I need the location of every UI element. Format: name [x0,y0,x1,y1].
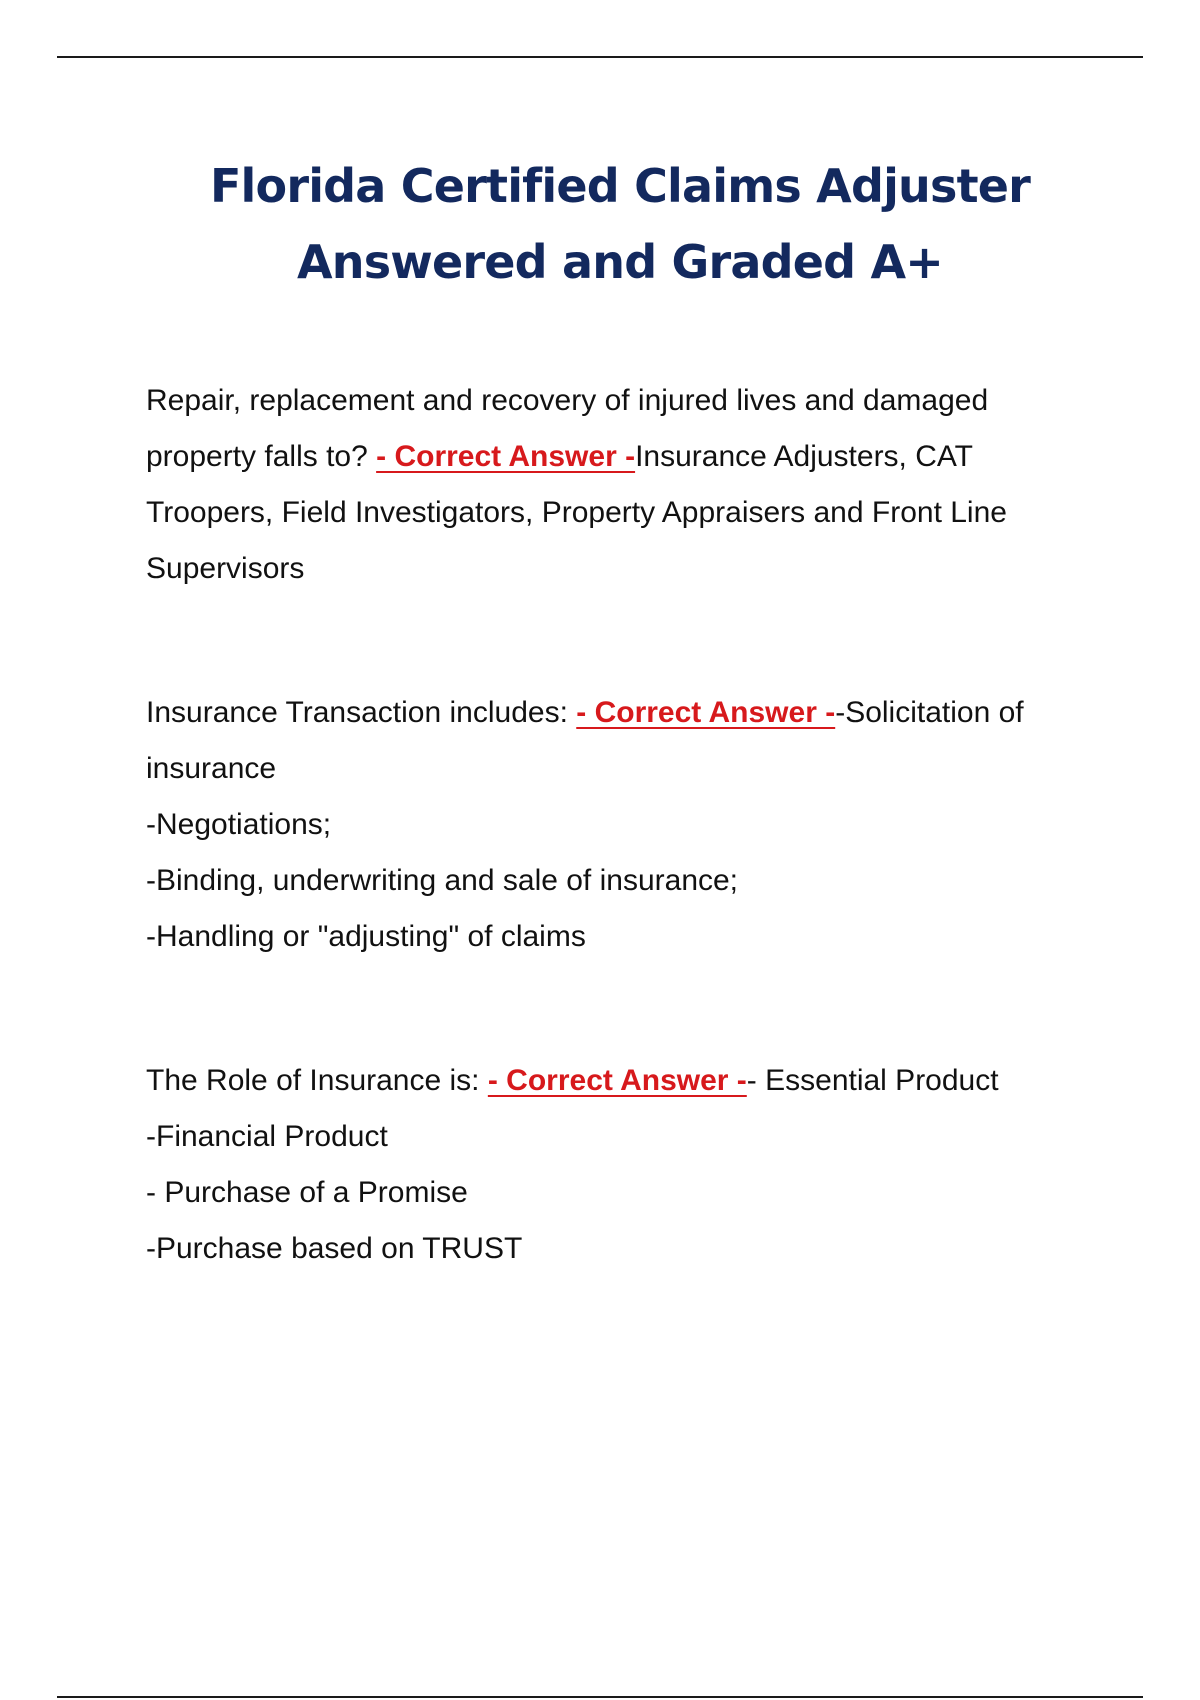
answer-line: - Purchase of a Promise [146,1176,468,1209]
qa-item-1 [146,373,1091,597]
answer-text: - Essential Product [746,1064,999,1097]
answer-line: -Financial Product [146,1120,388,1153]
qa-entry [146,685,1091,797]
correct-answer-marker: - Correct Answer - [487,1064,747,1097]
title-line-2: Answered and Graded A+ [296,235,944,289]
qa-item-2 [146,685,1091,965]
title-line-1: Florida Certified Claims Adjuster [209,159,1031,213]
correct-answer-marker: - Correct Answer - [376,440,636,473]
qa-list [146,373,1091,1277]
answer-text: -Solicitation of insurance [146,696,1024,785]
answer-text: Insurance Adjusters, CAT Troopers, Field Investigators, Property Appraisers and Front Line Supervisors [146,440,1007,585]
question-text: The Role of Insurance is: [146,1064,488,1097]
document-title [0,148,1200,300]
qa-entry [146,373,1091,597]
answer-line: -Binding, underwriting and sale of insurance; [146,864,739,897]
top-rule [57,56,1143,58]
qa-entry [146,1053,1091,1109]
answer-line: -Handling or "adjusting" of claims [146,920,586,953]
correct-answer-marker: - Correct Answer - [576,696,836,729]
question-text: Repair, replacement and recovery of injured lives and damaged property falls to? [146,384,989,473]
qa-item-3 [146,1053,1091,1277]
answer-line: -Negotiations; [146,808,332,841]
question-text: Insurance Transaction includes: [146,696,577,729]
answer-line: -Purchase based on TRUST [146,1232,523,1265]
bottom-rule [57,1696,1143,1698]
